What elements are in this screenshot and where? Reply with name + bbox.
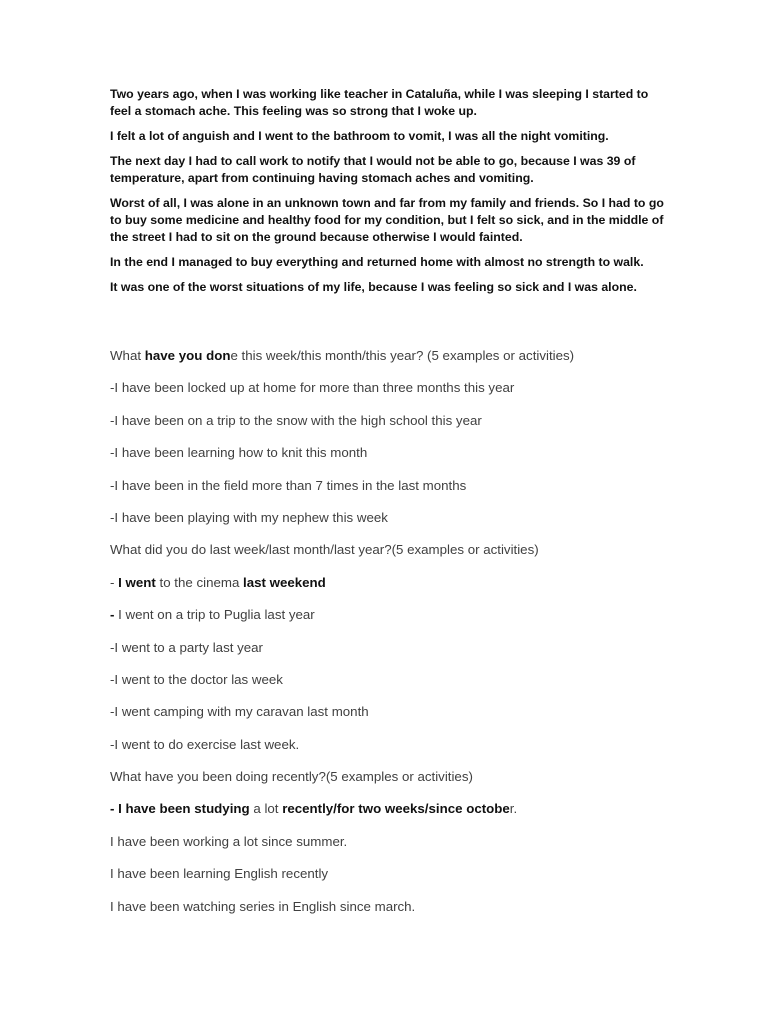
story-paragraph: In the end I managed to buy everything and returned home with almost no strength to walk. — [110, 255, 644, 269]
story-paragraph: Worst of all, I was alone in an unknown town and far from my family and friends. So I had to go to buy some medicine and healthy food for my condition, but I felt so sick, and in the middle of the street I had to sit on the ground because otherwise I would fainted. — [110, 196, 664, 244]
bold-run: last weekend — [243, 574, 326, 590]
answer-item: -I have been learning how to knit this month — [110, 445, 368, 461]
answer-item: -I have been locked up at home for more than three months this year — [110, 380, 515, 396]
answer-item: -I have been in the field more than 7 times in the last months — [110, 477, 467, 493]
story-paragraph: I felt a lot of anguish and I went to the bathroom to vomit, I was all the night vomiting. — [110, 129, 609, 143]
text-run: a lot — [249, 801, 283, 817]
story-paragraph: The next day I had to call work to notify that I would not be able to go, because I was 39 of temperature, apart from continuing having stomach aches and vomiting. — [110, 154, 636, 185]
answer-item: -I went to the doctor las week — [110, 671, 283, 687]
text-run: - — [110, 574, 119, 590]
bold-run: recently/for two weeks/since octobe — [282, 801, 510, 817]
answer-item — [110, 605, 710, 637]
answer-item: I have been working a lot since summer. — [110, 833, 348, 849]
story-text — [110, 86, 670, 304]
bold-run: - — [110, 607, 115, 623]
story-paragraph: Two years ago, when I was working like teacher in Cataluña, while I was sleeping I started to feel a stomach ache. This feeling was so strong that I woke up. — [110, 87, 649, 118]
text-run: r. — [509, 801, 518, 817]
answer-item: -I have been playing with my nephew this week — [110, 509, 388, 525]
bold-run: I went — [118, 574, 156, 590]
text-run: to the cinema — [155, 574, 244, 590]
bold-run: have you don — [144, 348, 231, 363]
answer-item: -I went camping with my caravan last month — [110, 704, 369, 720]
text-run: e this week/this month/this year? (5 examples or activities) — [230, 348, 575, 363]
bold-run: - I have been studying — [110, 801, 250, 817]
answer-item — [110, 573, 710, 605]
answer-item — [110, 799, 710, 831]
question-what-did-you-do: What did you do last week/last month/last year?(5 examples or activities) — [110, 542, 539, 558]
question-have-you-done — [110, 346, 710, 378]
text-run: What — [110, 348, 145, 363]
answer-item: -I went to a party last year — [110, 639, 263, 655]
text-run: I went on a trip to Puglia last year — [114, 607, 315, 623]
answer-item: -I went to do exercise last week. — [110, 736, 300, 752]
answer-item: I have been watching series in English since march. — [110, 898, 416, 914]
answer-item: -I have been on a trip to the snow with the high school this year — [110, 412, 482, 428]
question-what-have-you-been-doing: What have you been doing recently?(5 examples or activities) — [110, 769, 473, 785]
story-paragraph: It was one of the worst situations of my life, because I was feeling so sick and I was alone. — [110, 280, 637, 294]
answers-section — [110, 346, 710, 929]
answer-item: I have been learning English recently — [110, 866, 329, 882]
